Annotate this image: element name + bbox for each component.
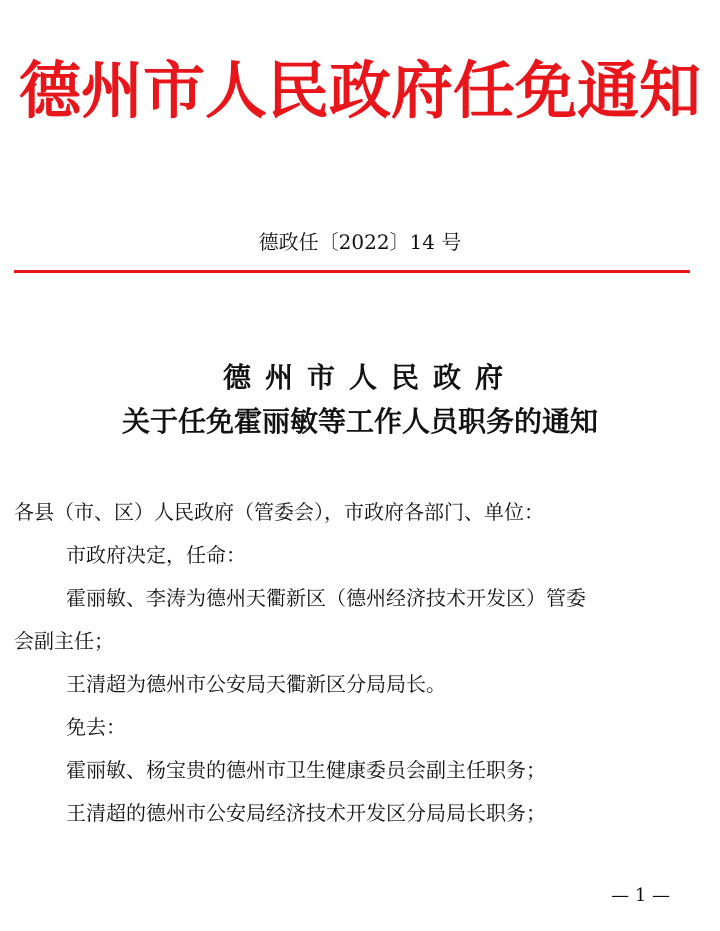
notice-issuer-title: 德州市人民政府 xyxy=(222,361,517,394)
dismissal-1: 霍丽敏、杨宝贵的德州市卫生健康委员会副主任职务； xyxy=(66,758,546,782)
dismissal-label: 免去： xyxy=(66,715,126,739)
decision-paragraph: 市政府决定，任命： xyxy=(66,543,246,567)
page-number: — 1 — xyxy=(611,885,670,906)
appointment-2: 王清超为德州市公安局天衢新区分局局长。 xyxy=(66,672,446,696)
notice-subject-title: 关于任免霍丽敏等工作人员职务的通知 xyxy=(121,405,598,438)
masthead-title: 德州市人民政府任免通知 xyxy=(18,54,701,127)
dismissal-2: 王清超的德州市公安局经济技术开发区分局局长职务； xyxy=(66,801,546,825)
appointment-1-line-2: 会副主任； xyxy=(14,629,114,653)
red-divider-line xyxy=(14,270,690,273)
salutation: 各县（市、区）人民政府（管委会），市政府各部门、单位： xyxy=(14,500,544,524)
document-number: 德政任〔2022〕14 号 xyxy=(258,230,462,254)
appointment-1-line-1: 霍丽敏、李涛为德州天衢新区（德州经济技术开发区）管委 xyxy=(66,586,586,610)
